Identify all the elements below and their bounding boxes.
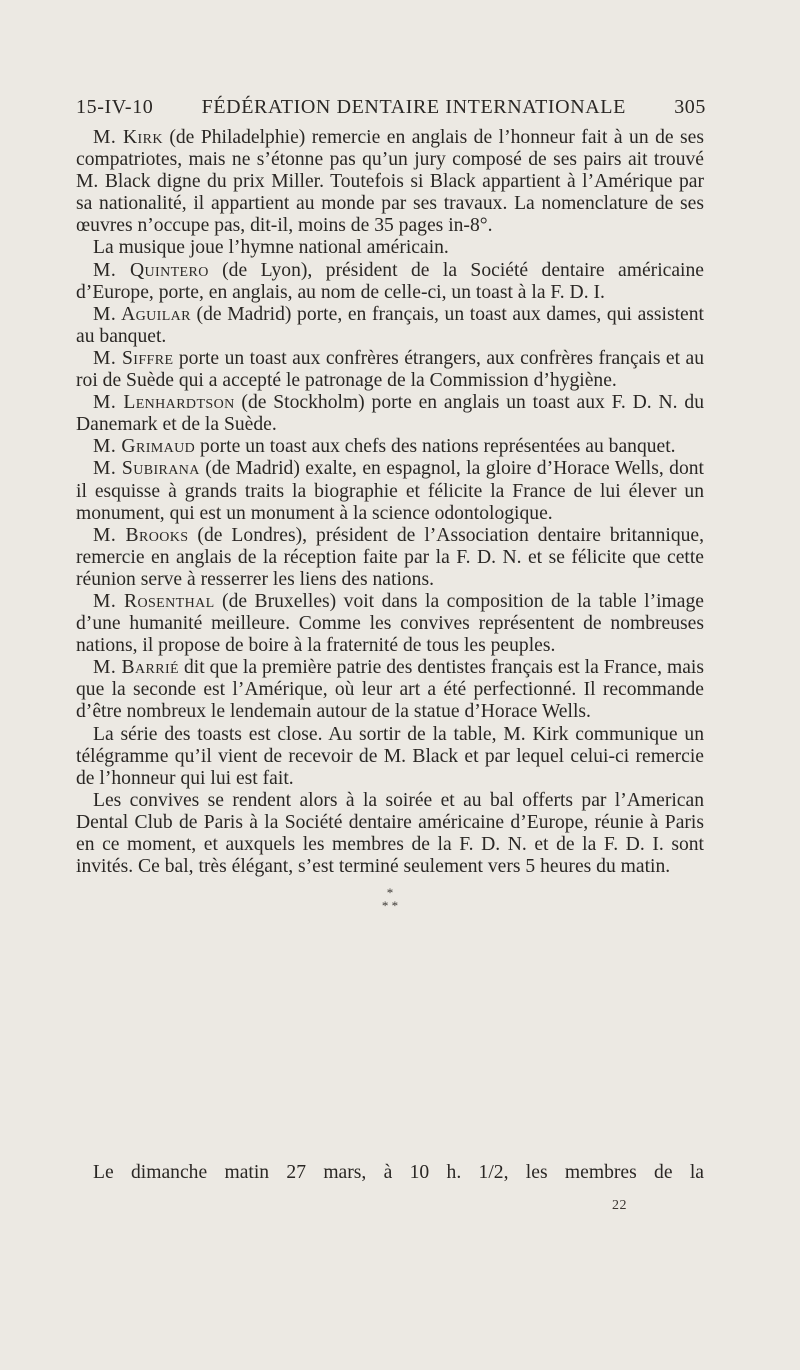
paragraph-text: (de Philadelphie) remercie en anglais de l’honneur fait à un de ses compatriotes, mais ne s’étonne pas qu’un jury composé de ses pairs ait trouvé M. Black digne du prix Miller. Toutefois si Black appartient à l’Amérique par sa nationalité, il appartient au monde par ses travaux. La nomenclature de ses œuvres n’occupe pas, dit-il, moins de 35 pages in-8°. [76,127,705,237]
body-text [76,127,704,922]
paragraph-text: La série des toasts est close. Au sortir de la table, M. Kirk communique un télégramme qu’il vient de recevoir de M. Black et par lequel celui-ci remercie de l’honneur qui lui est fait. [76,723,704,789]
paragraph [76,458,704,524]
paragraph-text: dit que la première patrie des dentistes français est la France, mais que la seconde est l’Amérique, où leur art a été perfectionné. Il recommande d’être nombreux le lendemain autour de la statue d’Horace Wells. [76,657,704,723]
speaker-name: M. Aguilar [93,303,191,325]
speaker-name: M. Kirk [93,127,163,148]
speaker-name: M. Rosenthal [93,590,215,612]
separator-star-top: * [386,885,394,901]
paragraph-text: porte un toast aux chefs des nations représentées au banquet. [195,436,676,458]
section-separator [76,886,704,912]
paragraph [76,304,704,348]
running-header [76,96,706,119]
paragraph [76,657,704,723]
speaker-name: M. Subirana [93,458,200,480]
speaker-name: M. Brooks [93,524,189,546]
paragraph-text: La musique joue l’hymne national américain. [93,237,449,259]
header-page-number: 305 [674,96,706,118]
paragraph-text: (de Madrid) porte, en français, un toast aux dames, qui assistent au banquet. [76,303,704,347]
paragraph [76,591,704,657]
last-line [76,1162,704,1184]
speaker-name: M. Quintero [93,259,209,281]
paragraph-text: Les convives se rendent alors à la soirée et au bal offerts par l’American Dental Club de Paris à la Société dentaire américaine d’Europe, réunie à Paris en ce moment, et auxquels les membres de la F. D. N. et de la F. D. I. sont invités. Ce bal, très élégant, s’est terminé seulement vers 5 heures du matin. [76,789,704,878]
paragraph-text: (de Londres), président de l’Association dentaire britannique, remercie en anglais de la réception faite par la F. D. N. et se félicite que cette réunion serve à resserrer les liens des nations. [76,524,705,590]
paragraph [76,392,704,436]
speaker-name: M. Barrié [93,657,179,679]
paragraph [76,525,704,591]
header-date: 15-IV-10 [76,96,154,118]
signature-mark: 22 [612,1198,627,1213]
speaker-name: M. Siffre [93,347,174,369]
paragraph [76,260,704,304]
paragraph [76,790,704,878]
paragraph [76,127,704,237]
paragraph [76,436,704,458]
header-title: FÉDÉRATION DENTAIRE INTERNATIONALE [201,96,626,118]
paragraph [76,348,704,392]
speaker-name: M. Lenhardtson [93,392,235,414]
paragraph-text: (de Madrid) exalte, en espagnol, la gloire d’Horace Wells, dont il esquisse à grands traits la biographie et félicite la France de lui élever un monument, qui est un monument à la science odontologique. [76,458,705,524]
speaker-name: M. Grimaud [93,436,196,458]
paragraph [76,237,704,259]
separator-stars-bottom: * * [381,898,399,914]
paragraph-text: (de Bruxelles) voit dans la composition de la table l’image d’une humanité meilleure. Comme les convives représentent de nombreuses nations, il propose de boire à la fraternité de tous les peuples. [76,590,704,657]
paragraph: Le dimanche matin 27 mars, à 10 h. 1/2, les membres de la [93,1162,704,1183]
paragraph [76,724,704,790]
paragraph-text: (de Stockholm) porte en anglais un toast aux F. D. N. du Danemark et de la Suède. [76,392,704,436]
paragraph-text: porte un toast aux confrères étrangers, aux confrères français et au roi de Suède qui a accepté le patronage de la Commission d’hygiène. [76,347,704,392]
paragraph-text: (de Lyon), président de la Société dentaire américaine d’Europe, porte, en anglais, au nom de celle-ci, un toast à la F. D. I. [76,259,704,303]
